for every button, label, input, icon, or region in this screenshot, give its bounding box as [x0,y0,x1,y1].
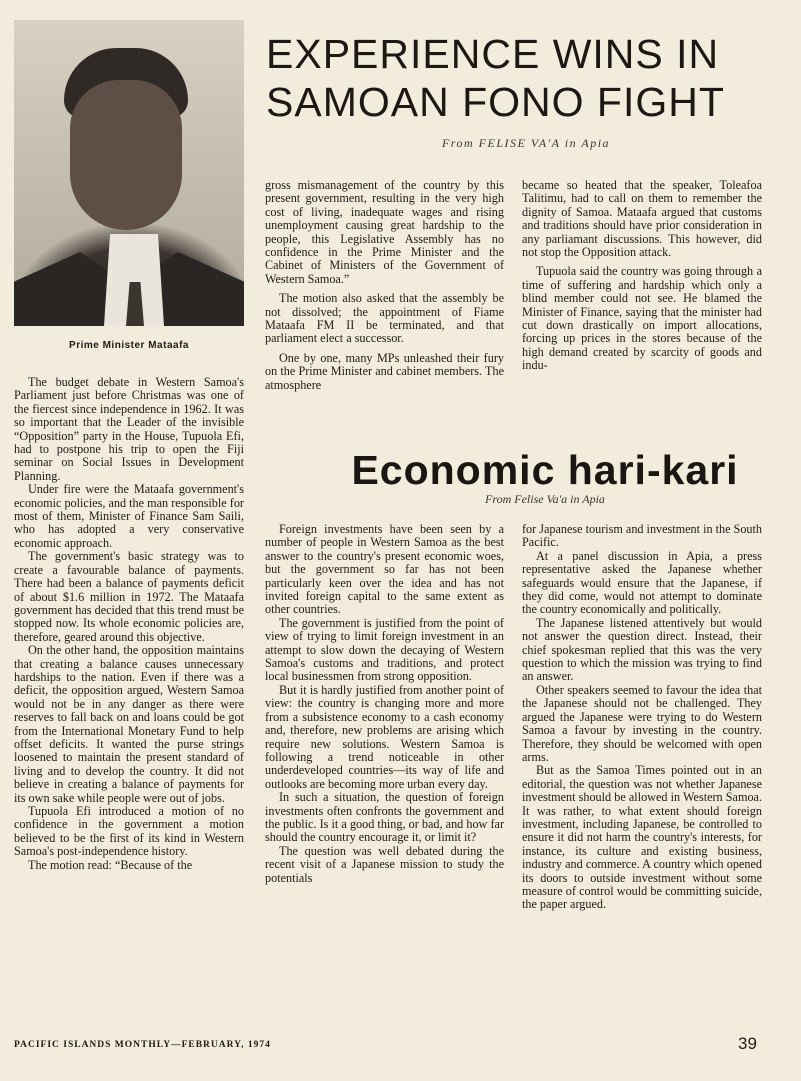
paragraph: On the other hand, the opposition maintains that creating a balance causes unnecessary hardships to the nation. Even if there was a deficit, the opposition argued, Western Samoa would not be in any danger as there were reserves to fall back on and loans could be got from the International Monetary Fund to help offset deficits. It wanted the purse strings loosened to maintain the present standard of living and to develop the country. It did not believe in creating a balance of payments for its own sake while people were out of jobs. [14,643,244,805]
photo-face [70,80,182,230]
article2-column-2 [522,523,762,912]
article1-headline: EXPERIENCE WINS IN SAMOAN FONO FIGHT [266,31,725,125]
prime-minister-photo [14,20,244,326]
publication-footer: PACIFIC ISLANDS MONTHLY—FEBRUARY, 1974 [14,1040,271,1050]
article2-byline: From Felise Va'a in Apia [485,492,605,506]
paragraph: The government's basic strategy was to create a favourable balance of payments. There had been a balance of payments deficit of about $1.6 million in 1972. The Mataafa government has decided that this trend must be stopped now. Its whole economic policies are, therefore, geared around this objective. [14,549,244,644]
article1-column-3 [522,179,762,373]
paragraph: Tupuola Efi introduced a motion of no confidence in the government a motion believed to be the first of its kind in Western Samoa's post-independence history. [14,804,244,859]
paragraph: gross mismanagement of the country by this present government, resulting in the very high cost of living, inadequate wages and rising unemployment causing great hardship to the people, this Legislative Assembly has no confidence in the Prime Minister and the Cabinet of Ministers of the Government of Western Samoa.” [265,178,504,286]
paragraph: Under fire were the Mataafa government's economic policies, and the man responsible for most of them, Minister of Finance Sam Saili, who has adopted a very conservative economic approach. [14,482,244,550]
article1-column-2 [265,179,504,392]
paragraph: Foreign investments have been seen by a number of people in Western Samoa as the best answer to the country's present economic woes, but the government so far has not been particularly keen over the idea and has not invited foreign capital to the same extent as other countries. [265,522,504,617]
article2-column-1 [265,523,504,885]
paragraph: The motion also asked that the assembly be not dissolved; the appointment of Fiame Mataafa FM II be terminated, and that parliament elect a successor. [265,291,504,346]
page-number: 39 [738,1034,757,1053]
paragraph: One by one, many MPs unleashed their fury on the Prime Minister and cabinet members. The atmosphere [265,350,504,392]
paragraph: The question was well debated during the recent visit of a Japanese mission to study the potentials [265,843,504,885]
paragraph: became so heated that the speaker, Toleafoa Talitimu, had to call on them to remember the dignity of Samoa. Mataafa argued that customs and traditions should have prior consideration in any parliamant discussions. This however, did not stop the Opposition attack. [522,178,762,260]
paragraph: The budget debate in Western Samoa's Parliament just before Christmas was one of the fiercest since independence in 1962. It was so important that the Leader of the invisible “Opposition” party in the House, Tupuola Efi, had to postpone his trip to open the Fiji seminar on Social Issues in Development Planning. [14,375,244,483]
paragraph: Other speakers seemed to favour the idea that the Japanese should not be challenged. They argued the Japanese were trying to do Western Samoa a favour by investing in the country. Therefore, they should be welcomed with open arms. [522,682,762,764]
article2-headline: Economic hari-kari [351,447,739,493]
paragraph: But as the Samoa Times pointed out in an editorial, the question was not whether Japanese investment should be allowed in Western Samoa. It was rather, to what extent should foreign investment, including Japanese, be controlled to ensure it did not harm the country's interests, for instance, its culture and existing business, industry and commerce. A country which opened its doors to outside investment without some measure of control would be committing suicide, the paper argued. [522,763,762,912]
article1-byline: From FELISE VA'A in Apia [441,136,611,150]
paragraph: Tupuola said the country was going through a time of suffering and hardship which only a blind member could not see. He blamed the Minister of Finance, saying that the minister had cut down drastically on import allocations, forcing up prices in the stores because of the high demand created by scarcity of goods and indu- [522,264,762,373]
article1-column-1 [14,376,244,872]
paragraph: The motion read: “Because of the [28,857,193,872]
paragraph: The government is justified from the point of view of trying to limit foreign investment in an attempt to slow down the decaying of Western Samoa's customs and traditions, and protect local businessmen from strong opposition. [265,615,504,684]
paragraph: But it is hardly justified from another point of view: the country is changing more and more from a subsistence economy to a cash economy and, therefore, new problems are arising which require new solutions. Western Samoa is following a trend noticeable in other underdeveloped countries—its way of life and outlooks are becoming more urban every day. [265,682,504,791]
paragraph: At a panel discussion in Apia, a press representative asked the Japanese whether safeguards would ensure that the Japanese, if they did come, would not attempt to dominate the country economically and politically. [522,548,762,617]
paragraph: In such a situation, the question of foreign investments often confronts the government and the public. Is it a good thing, or bad, and how far should the country encourage it, or limit it? [265,790,504,845]
paragraph: The Japanese listened attentively but would not answer the question direct. Instead, their chief spokesman replied that this was the very question to which the mission was trying to find an answer. [522,615,762,684]
photo-caption: Prime Minister Mataafa [69,340,189,351]
paragraph: for Japanese tourism and investment in the South Pacific. [522,522,762,550]
